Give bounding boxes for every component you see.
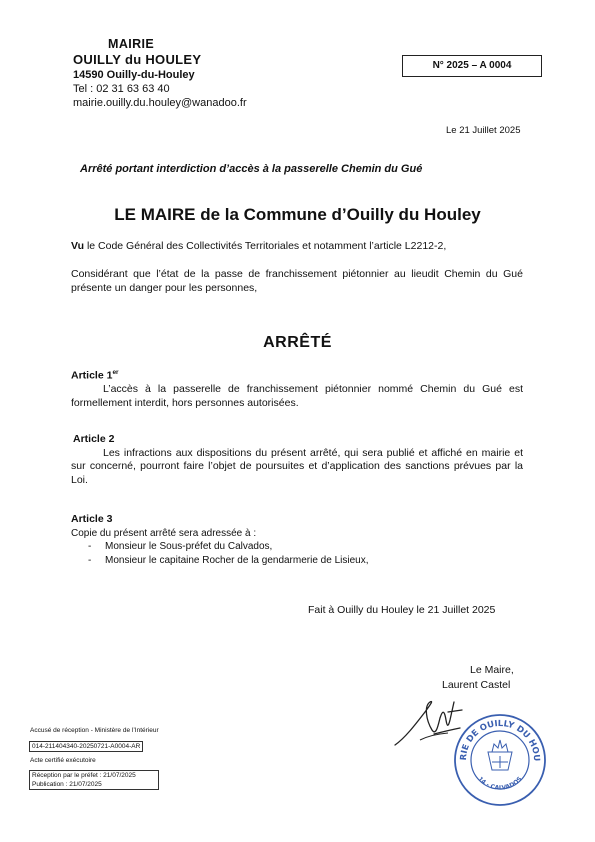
reception-publication-box — [29, 770, 159, 790]
article-1-heading: Article 1er — [71, 369, 119, 382]
svg-text:MAIRIE DE OUILLY DU HOULEY — [452, 712, 541, 762]
fait-a-line: Fait à Ouilly du Houley le 21 Juillet 2025 — [308, 604, 496, 616]
article-3-heading: Article 3 — [71, 513, 113, 525]
acte-certifie: Acte certifié exécutoire — [30, 757, 96, 764]
article-3-intro: Copie du présent arrêté sera adressée à : — [71, 527, 257, 539]
stamp-ring-text: RIE DE OUILLY DU HOU — [458, 718, 542, 762]
visa-considerant: Considérant que l’état de la passe de franchissement piétonnier au lieudit Chemin du Gué présente un danger pour les personnes, — [71, 268, 523, 294]
svg-text:14 - CALVADOS — [476, 776, 523, 792]
list-item: - Monsieur le capitaine Rocher de la gendarmerie de Lisieux, — [88, 555, 369, 566]
reception-date: Réception par le préfet : 21/07/2025 — [32, 772, 136, 779]
accuse-reception-line: Accusé de réception - Ministère de l’Intérieur — [30, 727, 159, 734]
vu-text: le Code Général des Collectivités Territoriales et notamment l’article L2212-2, — [84, 240, 447, 252]
article-3 — [71, 513, 523, 540]
article-1-text: L’accès à la passerelle de franchissement piétonnier nommé Chemin du Gué est formellement interdit, hors personnes autorisées. — [71, 383, 523, 409]
reference-number-box: N° 2025 – A 0004 — [402, 55, 542, 77]
signatory-name: Laurent Castel — [442, 679, 511, 691]
publication-date: Publication : 21/07/2025 — [32, 781, 102, 788]
vu-keyword: Vu — [71, 240, 85, 252]
recipients-list — [88, 540, 368, 568]
mairie-label: MAIRIE — [108, 37, 155, 51]
document-subject: Arrêté portant interdiction d’accès à la passerelle Chemin du Gué — [80, 163, 423, 175]
article-2 — [71, 433, 523, 487]
signatory-title: Le Maire, — [470, 664, 514, 676]
article-1 — [71, 366, 523, 410]
commune-name: OUILLY du HOULEY — [73, 52, 202, 67]
list-item: - Monsieur le Sous-préfet du Calvados, — [88, 541, 273, 552]
email-address: mairie.ouilly.du.houley@wanadoo.fr — [73, 97, 247, 109]
article-2-heading: Article 2 — [73, 433, 115, 445]
visa-vu — [71, 240, 523, 254]
official-stamp — [452, 712, 548, 808]
postal-address: 14590 Ouilly-du-Houley — [73, 69, 195, 81]
page-title: LE MAIRE de la Commune d’Ouilly du Houley — [114, 205, 481, 224]
accuse-id: 014-211404340-20250721-A0004-AR — [29, 741, 143, 752]
stamp-bottom-text: 14 - CALVADOS — [476, 775, 524, 792]
arrete-heading: ARRÊTÉ — [263, 334, 332, 351]
article-2-text: Les infractions aux dispositions du présent arrêté, qui sera publié et affiché en mairie et sur concerné, pourront faire l’objet de poursuites et d’application des sanctions prévues par la Loi. — [71, 446, 523, 486]
document-date: Le 21 Juillet 2025 — [446, 125, 521, 136]
telephone: Tel : 02 31 63 63 40 — [73, 83, 170, 95]
